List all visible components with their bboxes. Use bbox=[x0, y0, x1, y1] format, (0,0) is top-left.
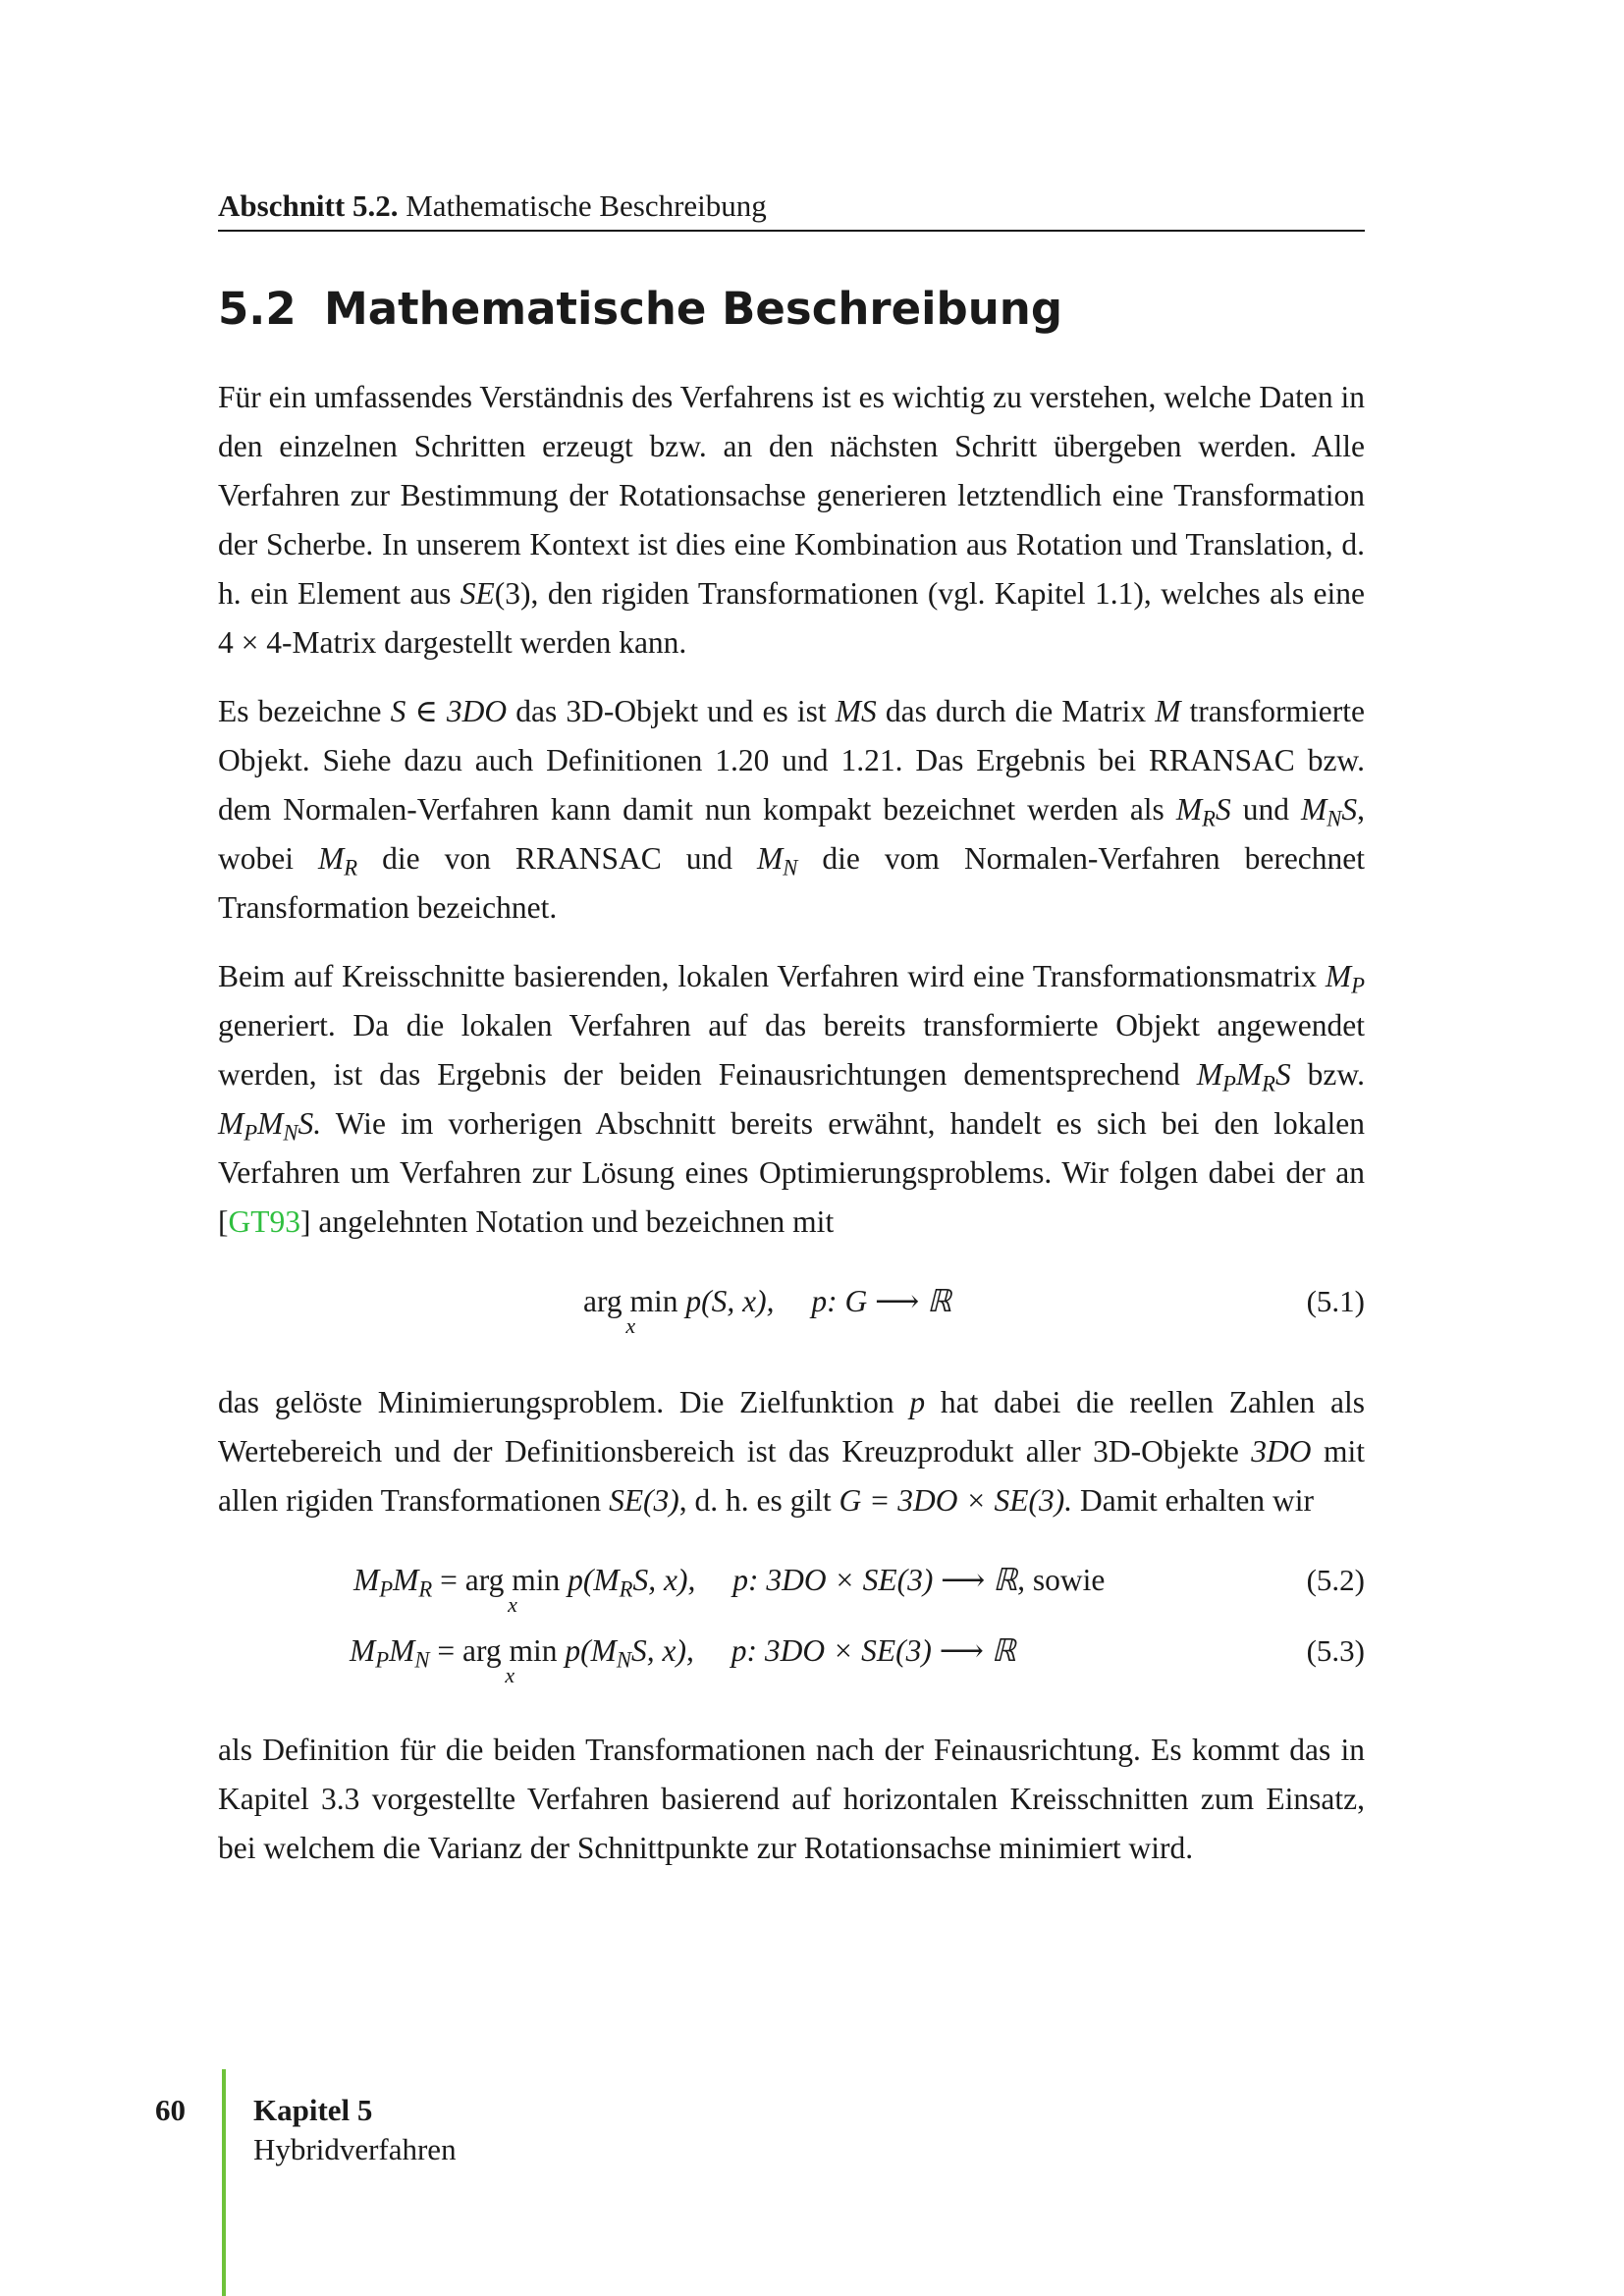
p3-text: Beim auf Kreisschnitte basierenden, lokalen Verfahren wird eine Transformationsmatrix bbox=[218, 959, 1326, 993]
footer-chapter-title: Hybridverfahren bbox=[253, 2132, 457, 2166]
p2-text: das 3D-Objekt und es ist bbox=[507, 694, 836, 728]
p2-text: und bbox=[1230, 792, 1301, 827]
p2-math: $M_N$ bbox=[757, 841, 798, 881]
argmin-operator: arg min x bbox=[583, 1284, 678, 1338]
equation-number: (5.2) bbox=[1306, 1563, 1365, 1597]
p2-text: die von RRANSAC und bbox=[357, 841, 758, 876]
p4-math: G = 3DO × SE(3). bbox=[839, 1483, 1073, 1518]
p4-math: 3DO bbox=[1251, 1434, 1312, 1468]
paragraph-4 bbox=[218, 1378, 1365, 1525]
running-head-title: Mathematische Beschreibung bbox=[406, 188, 767, 223]
p4-text: hat dabei die reellen Zahlen als Wertebereich und der Definitionsbereich ist das Kreuzprodukt aller 3D-Objekte bbox=[218, 1385, 1365, 1468]
p1-math-se-arg: (3) bbox=[494, 576, 531, 611]
p2-text: Es bezeichne bbox=[218, 694, 391, 728]
p1-text-3: -Matrix dargestellt werden kann. bbox=[282, 625, 687, 660]
running-head bbox=[218, 187, 1365, 232]
footer-chapter bbox=[253, 2091, 457, 2169]
equation-5-1 bbox=[218, 1266, 1365, 1357]
p3-text: generiert. Da die lokalen Verfahren auf das bereits transformierte Objekt angewendet werden, ist das Ergebnis der beiden Feinausrichtungen dementsprechend bbox=[218, 1008, 1365, 1092]
equation-lhs: $M_PM_N$ bbox=[350, 1633, 430, 1673]
p2-math: $M_NS$ bbox=[1301, 792, 1358, 831]
p4-text: mit allen rigiden Transformationen bbox=[218, 1434, 1365, 1518]
p3-math: $M_PM_NS$. bbox=[218, 1106, 322, 1146]
p2-text: , wobei bbox=[218, 792, 1365, 876]
equation-5-3 bbox=[218, 1616, 1365, 1706]
equation-term: $p(M_NS$, x), bbox=[565, 1633, 694, 1673]
citation-link-gt93[interactable]: GT93 bbox=[228, 1204, 300, 1239]
paragraph-3 bbox=[218, 952, 1365, 1247]
p4-math: SE(3) bbox=[609, 1483, 679, 1518]
p2-math: $M_RS$ bbox=[1175, 792, 1231, 831]
equation-number: (5.1) bbox=[1306, 1284, 1365, 1318]
p4-text: das gelöste Minimierungsproblem. Die Zielfunktion bbox=[218, 1385, 910, 1419]
equation-number: (5.3) bbox=[1306, 1633, 1365, 1668]
paragraph-2 bbox=[218, 687, 1365, 933]
paragraph-1 bbox=[218, 373, 1365, 667]
p2-text: die vom Normalen-Verfahren berechnet Transformation bezeichnet. bbox=[218, 841, 1366, 925]
p2-math: $M_R$ bbox=[318, 841, 358, 881]
paragraph-5: als Definition für die beiden Transformationen nach der Feinausrichtung. Es kommt das in Kapitel 3.3 vorgestellte Verfahren basierend auf horizontalen Kreisschnitten zum Einsatz, bei welchem die Varianz der Schnittpunkte zur Rotationsachse minimiert wird. bbox=[218, 1733, 1365, 1865]
equals-sign: = bbox=[440, 1563, 458, 1597]
p3-math: $M_P$ bbox=[1325, 959, 1365, 998]
equation-5-3-expression bbox=[350, 1631, 1016, 1687]
p1-math-4x4: 4 × 4 bbox=[218, 625, 283, 660]
running-head-label: Abschnitt 5.2. bbox=[218, 188, 399, 223]
p4-math: p bbox=[909, 1385, 926, 1419]
p1-math-se: SE bbox=[460, 576, 495, 611]
equation-mapping: p: G ⟶ ℝ bbox=[811, 1284, 952, 1318]
p2-math: MS bbox=[835, 694, 877, 728]
equation-5-1-expression bbox=[583, 1282, 952, 1338]
equation-term: $p(M_RS$, x), bbox=[568, 1563, 696, 1602]
equation-5-2 bbox=[218, 1545, 1365, 1616]
equation-mapping: p: 3DO × SE(3) ⟶ ℝ bbox=[731, 1633, 1016, 1668]
p1-text-1: Für ein umfassendes Verständnis des Verfahrens ist es wichtig zu verstehen, welche Daten in den einzelnen Schritten erzeugt bzw. an den nächsten Schritt übergeben werden. Alle Verfahren zur Bestimmung der Rotationsachse generieren letztendlich eine Transformation der Scherbe. In unserem Kontext ist dies eine Kombination aus Rotation und Translation, d. h. ein Element aus bbox=[218, 380, 1365, 611]
section-heading bbox=[218, 280, 1365, 339]
p2-text: das durch die Matrix bbox=[876, 694, 1156, 728]
footer-accent-bar bbox=[222, 2069, 226, 2296]
body-text bbox=[218, 373, 1365, 1893]
equation-word: sowie bbox=[1032, 1563, 1106, 1597]
section-title: Mathematische Beschreibung bbox=[324, 283, 1063, 335]
argmin-operator: arg min x bbox=[462, 1633, 558, 1687]
p3-text: bzw. bbox=[1290, 1057, 1365, 1092]
equation-lhs: $M_PM_R$ bbox=[353, 1563, 433, 1602]
p4-text: Damit erhalten wir bbox=[1072, 1483, 1314, 1518]
footer-chapter-number: Kapitel 5 bbox=[253, 2093, 373, 2127]
section-number: 5.2 bbox=[218, 283, 297, 335]
p2-text: transformierte Objekt. Siehe dazu auch Definitionen 1.20 und 1.21. Das Ergebnis bei RRANSAC bzw. dem Normalen-Verfahren kann damit nun kompakt bezeichnet werden als bbox=[218, 694, 1365, 827]
equation-mapping: p: 3DO × SE(3) ⟶ ℝ, bbox=[732, 1563, 1026, 1597]
p3-math: $M_PM_RS$ bbox=[1196, 1057, 1291, 1096]
argmin-operator: arg min x bbox=[464, 1563, 561, 1617]
p1-text-2: , den rigiden Transformationen (vgl. Kapitel 1.1), welches als eine bbox=[530, 576, 1365, 611]
p2-math: M bbox=[1155, 694, 1181, 728]
p2-math: S ∈ 3DO bbox=[390, 694, 508, 728]
equation-term: p(S, x), bbox=[685, 1284, 775, 1318]
equals-sign: = bbox=[437, 1633, 456, 1668]
equation-5-2-expression bbox=[353, 1561, 1106, 1617]
p3-text: Wie im vorherigen Abschnitt bereits erwähnt, handelt es sich bei den lokalen Verfahren um Verfahren zur Lösung eines Optimierungsproblems. Wir folgen dabei der an [ bbox=[218, 1106, 1365, 1239]
p4-text: , d. h. es gilt bbox=[678, 1483, 839, 1518]
page-number: 60 bbox=[155, 2093, 186, 2127]
p3-text: ] angelehnten Notation und bezeichnen mit bbox=[300, 1204, 835, 1239]
